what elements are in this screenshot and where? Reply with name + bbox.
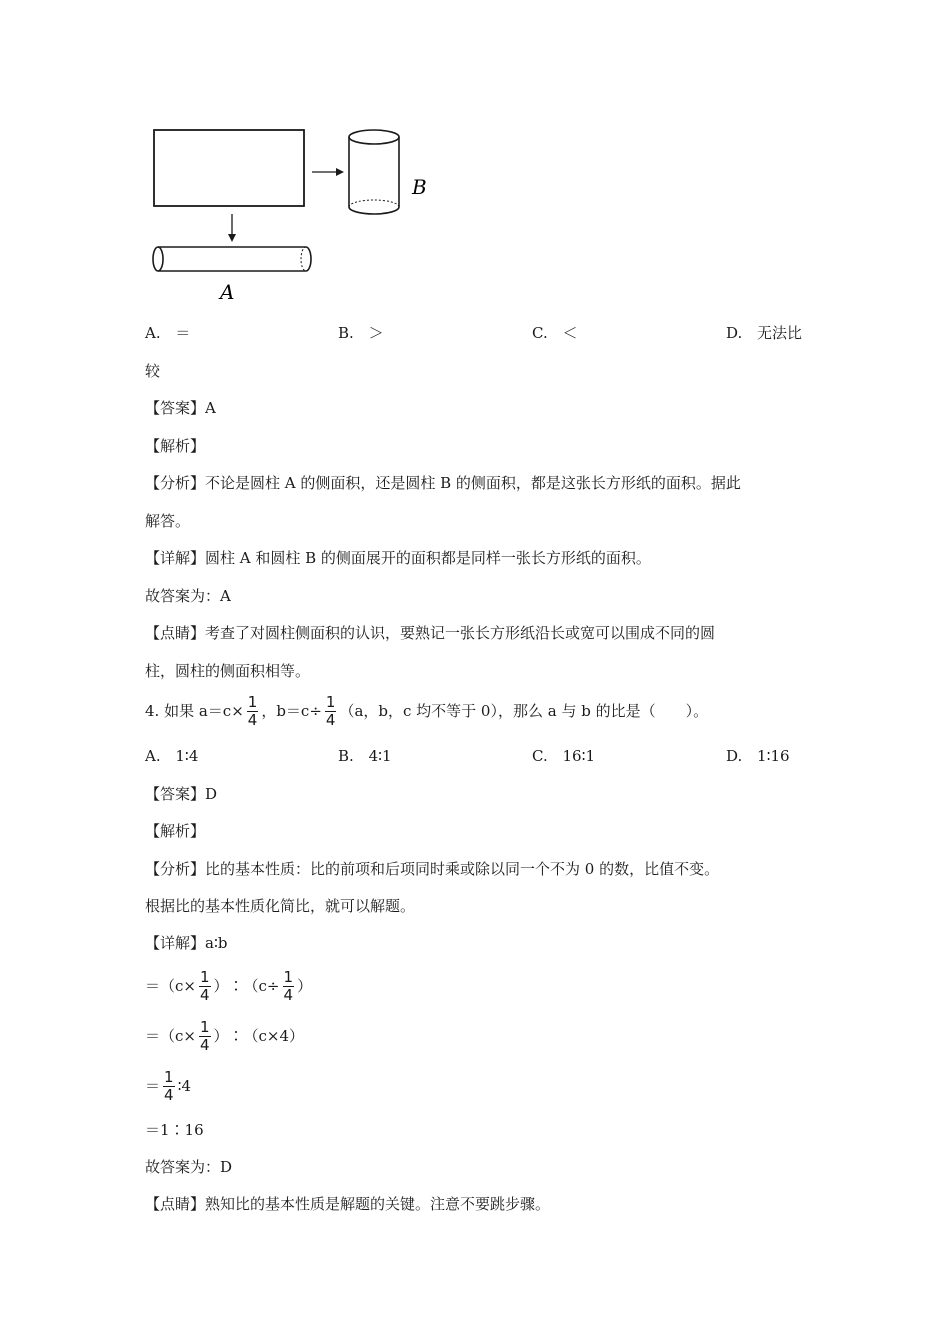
q3-analysis-heading: 【解析】 — [145, 437, 206, 455]
q4-option-d[interactable] — [726, 746, 790, 766]
step-text: ＝ — [145, 1077, 161, 1095]
q4-step-1 — [145, 965, 312, 1006]
fraction-one-quarter — [199, 1019, 211, 1054]
q3-answer: 【答案】A — [145, 399, 216, 417]
q4-option-b[interactable] — [338, 746, 392, 766]
fraction-numerator: 1 — [164, 1067, 174, 1086]
option-text: ＞ — [368, 324, 384, 342]
q4-conclusion: 故答案为：D — [145, 1158, 233, 1176]
q3-option-d-continued: 较 — [145, 362, 161, 380]
fraction-one-quarter — [247, 694, 259, 729]
q4-stem-part-3: （a，b，c 均不等于 0），那么 a 与 b 的比是（ ）。 — [339, 702, 709, 720]
fraction-one-quarter — [325, 694, 337, 729]
q4-option-a[interactable] — [145, 746, 198, 766]
option-letter: C. — [532, 324, 548, 342]
option-letter: B. — [338, 324, 354, 342]
fraction-denominator: 4 — [325, 710, 336, 729]
q3-xiangjie: 【详解】圆柱 A 和圆柱 B 的侧面展开的面积都是同样一张长方形纸的面积。 — [145, 549, 651, 567]
paper-rectangle — [154, 130, 304, 206]
fraction-denominator: 4 — [283, 985, 294, 1004]
option-text: 16∶1 — [562, 747, 596, 765]
q4-dianjing: 【点睛】熟知比的基本性质是解题的关键。注意不要跳步骤。 — [145, 1195, 551, 1213]
q4-option-c[interactable] — [532, 746, 595, 766]
option-letter: D. — [726, 324, 743, 342]
option-text: 4∶1 — [368, 747, 392, 765]
q4-stem-part-1: 4. 如果 a＝c× — [145, 702, 244, 720]
q3-conclusion: 故答案为：A — [145, 587, 231, 605]
arrow-right-head — [336, 168, 344, 176]
q4-step-2 — [145, 1015, 304, 1056]
label-a: A — [220, 280, 235, 304]
option-letter: C. — [532, 747, 548, 765]
fraction-one-quarter — [199, 969, 211, 1004]
cylinder-a — [153, 247, 311, 271]
q4-answer: 【答案】D — [145, 785, 218, 803]
option-text: 1∶16 — [757, 747, 790, 765]
q3-dianjing-line-1: 【点睛】考查了对圆柱侧面积的认识，要熟记一张长方形纸沿长或宽可以围成不同的圆 — [145, 624, 716, 642]
cylinder-figure — [140, 118, 440, 308]
step-text: ）∶（c×4） — [213, 1027, 305, 1045]
fraction-denominator: 4 — [164, 1085, 174, 1104]
option-text: ＝ — [175, 324, 191, 342]
q3-fenxi-line-1: 【分析】不论是圆柱 A 的侧面积，还是圆柱 B 的侧面积，都是这张长方形纸的面积。据此 — [145, 474, 741, 492]
fraction-denominator: 4 — [247, 710, 258, 729]
q4-fenxi-line-2: 根据比的基本性质化简比，就可以解题。 — [145, 897, 416, 915]
q3-option-d[interactable] — [726, 323, 802, 343]
fraction-denominator: 4 — [199, 1035, 210, 1054]
option-text: 无法比 — [757, 324, 803, 342]
q4-stem — [145, 690, 708, 731]
fraction-one-quarter — [163, 1069, 175, 1104]
option-letter: A. — [145, 324, 161, 342]
fraction-one-quarter — [283, 969, 295, 1004]
arrow-down-head — [228, 234, 236, 242]
q4-analysis-heading: 【解析】 — [145, 822, 206, 840]
step-text: ＝（c× — [145, 1027, 196, 1045]
step-text: ） — [297, 977, 313, 995]
option-letter: D. — [726, 747, 743, 765]
q4-stem-part-2: ，b＝c÷ — [261, 702, 322, 720]
fraction-denominator: 4 — [199, 985, 210, 1004]
q4-fenxi-line-1: 【分析】比的基本性质：比的前项和后项同时乘或除以同一个不为 0 的数，比值不变。 — [145, 860, 720, 878]
fraction-numerator: 1 — [283, 967, 294, 986]
q3-option-a[interactable] — [145, 323, 190, 343]
fraction-numerator: 1 — [199, 1017, 210, 1036]
step-text: ）∶（c÷ — [213, 977, 280, 995]
fraction-numerator: 1 — [199, 967, 210, 986]
q4-step-3 — [145, 1065, 191, 1106]
cylinder-b — [349, 130, 399, 214]
option-text: 1∶4 — [175, 747, 199, 765]
q3-fenxi-line-2: 解答。 — [145, 512, 191, 530]
step-text: ∶4 — [177, 1077, 192, 1095]
q3-dianjing-line-2: 柱，圆柱的侧面积相等。 — [145, 662, 311, 680]
option-letter: A. — [145, 747, 161, 765]
fraction-numerator: 1 — [247, 692, 258, 711]
q3-option-c[interactable] — [532, 323, 578, 343]
option-text: ＜ — [562, 324, 578, 342]
step-text: ＝（c× — [145, 977, 196, 995]
option-letter: B. — [338, 747, 354, 765]
label-b: B — [412, 175, 427, 199]
q4-xiangjie: 【详解】a∶b — [145, 934, 228, 952]
q3-option-b[interactable] — [338, 323, 384, 343]
q4-step-4: ＝1∶16 — [145, 1121, 204, 1139]
fraction-numerator: 1 — [325, 692, 336, 711]
